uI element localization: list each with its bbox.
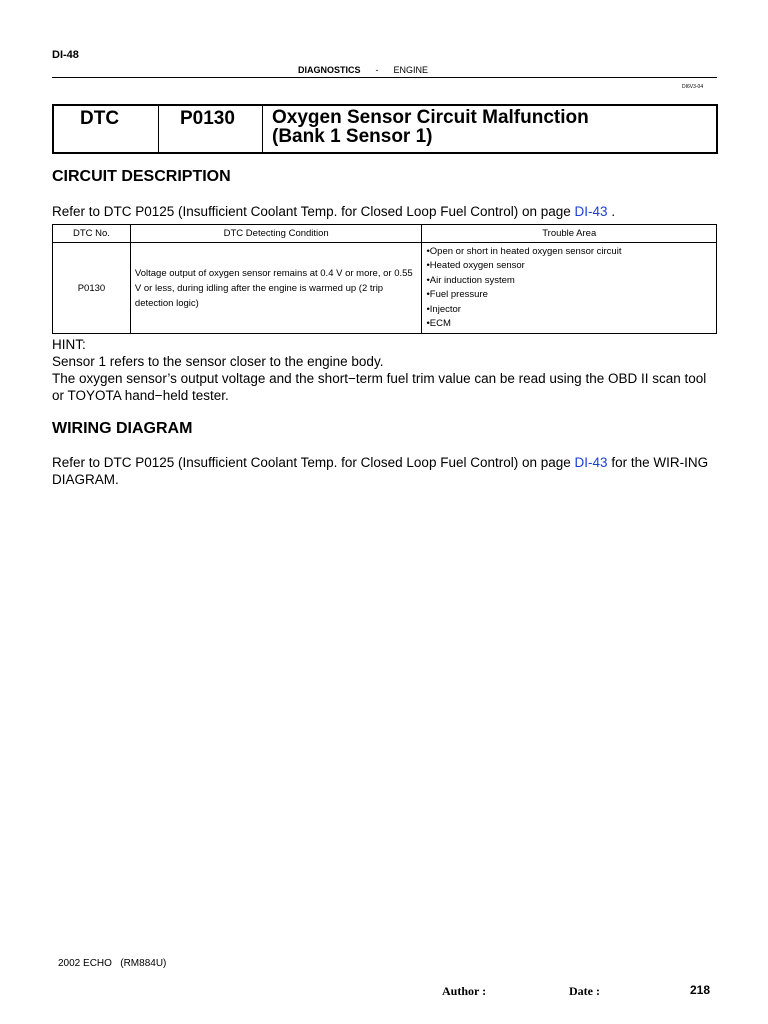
header-section: [298, 65, 428, 75]
section-engine: ENGINE: [393, 65, 429, 75]
table-header-row: [53, 225, 717, 243]
title-dtc-label: DTC: [80, 108, 120, 129]
circuit-page-link[interactable]: DI-43: [574, 204, 608, 219]
circuit-description-heading: CIRCUIT DESCRIPTION: [52, 168, 231, 185]
circuit-reference: [52, 203, 615, 220]
title-dtc-name: [272, 108, 589, 146]
header-trouble-area: Trouble Area: [422, 225, 717, 243]
wiring-ref-text: Refer to DTC P0125 (Insufficient Coolant Temp. for Closed Loop Fuel Control) on page: [52, 455, 575, 470]
header-detecting-condition: DTC Detecting Condition: [130, 225, 422, 243]
table-row: [53, 243, 717, 334]
header-rule: [52, 77, 717, 78]
page-code: DI-48: [52, 49, 79, 61]
footer-date: Date :: [569, 984, 600, 998]
wiring-reference: [52, 454, 720, 488]
hint-line-1: Sensor 1 refers to the sensor closer to the engine body.: [52, 354, 384, 369]
title-name-line2: (Bank 1 Sensor 1): [272, 126, 433, 147]
wiring-page-link[interactable]: DI-43: [574, 455, 608, 470]
footer-model: 2002 ECHO (RM884U): [58, 958, 167, 969]
list-item: • Fuel pressure: [426, 288, 716, 303]
wiring-ref-end: for the WIR-ING DIAGRAM.: [52, 455, 709, 487]
section-separator: -: [375, 65, 379, 75]
header-dtc-no: DTC No.: [53, 225, 131, 243]
title-name-line1: Oxygen Sensor Circuit Malfunction: [272, 107, 589, 128]
document-id: DI6V3-04: [682, 84, 704, 90]
list-item: • Injector: [426, 303, 716, 318]
cell-trouble-area: [422, 243, 717, 334]
hint-line-2: The oxygen sensor’s output voltage and the short−term fuel trim value can be read using the OBD II scan tool or TOYOTA hand−held tester.: [52, 371, 707, 403]
section-diagnostics: DIAGNOSTICS: [298, 65, 361, 75]
list-item: • Heated oxygen sensor: [426, 259, 716, 274]
page-number: 218: [690, 983, 711, 997]
circuit-ref-text: Refer to DTC P0125 (Insufficient Coolant Temp. for Closed Loop Fuel Control) on page: [52, 204, 575, 219]
list-item: • Air induction system: [426, 274, 716, 289]
dtc-title-box: [52, 104, 718, 154]
hint-label: HINT:: [52, 337, 86, 352]
footer-author: Author :: [442, 984, 487, 998]
wiring-diagram-heading: WIRING DIAGRAM: [52, 420, 193, 437]
circuit-ref-end: .: [607, 204, 616, 219]
trouble-area-list: [426, 245, 716, 332]
cell-detecting-condition: Voltage output of oxygen sensor remains at 0.4 V or more, or 0.55 V or less, during idling after the engine is warmed up (2 trip detection logic): [130, 243, 422, 334]
title-dtc-code: P0130: [180, 108, 235, 129]
dtc-table: [52, 224, 717, 334]
cell-dtc-no: P0130: [53, 243, 131, 334]
list-item: • ECM: [426, 317, 716, 332]
list-item: • Open or short in heated oxygen sensor circuit: [426, 245, 716, 260]
